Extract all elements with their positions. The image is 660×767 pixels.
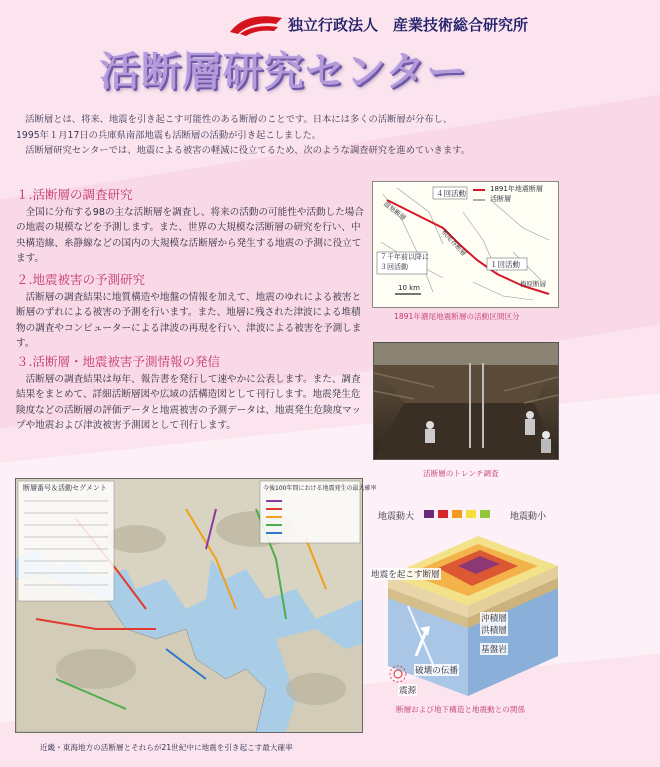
trench-caption: 活断層のトレンチ調査 (423, 469, 499, 478)
aist-logo-icon (228, 12, 284, 36)
section-heading: ２.地震被害の予測研究 (16, 272, 145, 287)
section-body: 活断層の調査結果は毎年、報告書を発行して速やかに公表します。また、調査結果をまとめて、詳細活断層図や広域の活構造図として刊行します。地震発生危険度などの活断層の評価データと地震被害の予測データは、地震発生危険度マップや地震および津波被害予測図として刊行します。 (16, 374, 361, 432)
page-title: 活断層研究センター (99, 49, 468, 95)
trench-photo-illustration (374, 343, 558, 459)
segment-3-label: ７千年前以降に ３回活動 (380, 253, 429, 271)
bedrock-label: 基盤岩 (481, 645, 507, 655)
trench-photo (373, 342, 559, 460)
fault-label: 地震を起こす断層 (371, 570, 440, 580)
section-info-dissemination (16, 352, 364, 434)
fault-block-diagram (368, 506, 560, 702)
intro-line: 活断層研究センターでは、地震による被害の軽減に役立てるため、次のような調査研究を進めていきます。 (25, 145, 471, 156)
place-label: 根尾谷断層 (440, 228, 468, 258)
regional-legend-right-title: 今後100年間における地震発生の最大確率 (263, 485, 377, 492)
fault-map-caption: 1891年濃尾地震断層の活動区間区分 (394, 312, 520, 321)
section-fault-research (16, 185, 364, 267)
segment-1-label: １回活動 (490, 260, 520, 269)
regional-legend-left-title: 断層番号＆活動セグメント (23, 484, 107, 492)
block-diagram-drawing (368, 506, 560, 702)
shaking-low-label: 地震動小 (510, 512, 547, 522)
organization-name: 独立行政法人 産業技術総合研究所 (288, 16, 529, 34)
place-label: 梅原断層 (520, 280, 546, 288)
segment-4-label: ４回活動 (436, 189, 466, 198)
fault-segment-map (372, 181, 559, 308)
section-body: 活断層の調査結果に地質構造や地盤の情報を加えて、地震のゆれによる被害と断層のずれによる被害の予測を行います。また、地層に残された津波による堆積物の調査やコンピューターによる津波の再現を行い、津波による被害を予測します。 (16, 292, 362, 350)
block-diagram-caption: 断層および地下構造と地震動との関係 (396, 705, 526, 714)
shaking-high-label: 地震動大 (378, 512, 415, 522)
intro-line: 活断層とは、将来、地震を引き起こす可能性のある断層のことです。日本には多くの活断層が分布し、 (25, 114, 453, 125)
regional-fault-map (15, 478, 377, 733)
regional-map-drawing (16, 479, 362, 732)
alluvium-label: 沖積層 (481, 614, 507, 624)
section-body: 全国に分布する98の主な活断層を調査し、将来の活動の可能性や活動した場合の地震の規模などを予測します。また、世界の大規模な活断層の研究を行い、中央構造線、糸静線などの国内の大規模な活断層から発生する地震の予測に役立てます。 (16, 207, 364, 265)
header (228, 12, 558, 38)
propagation-label: 破壊の伝播 (415, 666, 458, 676)
diluvium-label: 洪積層 (481, 626, 507, 636)
intro-text (16, 112, 556, 159)
legend-rupture-label: 1891年地震断層 (490, 185, 543, 193)
section-heading: ３.活断層・地震被害予測情報の発信 (16, 354, 220, 369)
scale-label: 10 km (398, 284, 421, 292)
legend-fault-label: 活断層 (490, 195, 511, 203)
place-label: 温見断層 (381, 199, 408, 223)
hypocenter-label: 震源 (399, 686, 417, 696)
regional-map-caption: 近畿・東海地方の活断層とそれらが21世紀中に地震を引き起こす最大確率 (40, 743, 293, 752)
intro-line: 1995年１月17日の兵庫県南部地震も活断層の活動が引き起こしました。 (16, 129, 322, 141)
section-heading: １.活断層の調査研究 (16, 187, 133, 202)
section-damage-prediction (16, 270, 364, 352)
